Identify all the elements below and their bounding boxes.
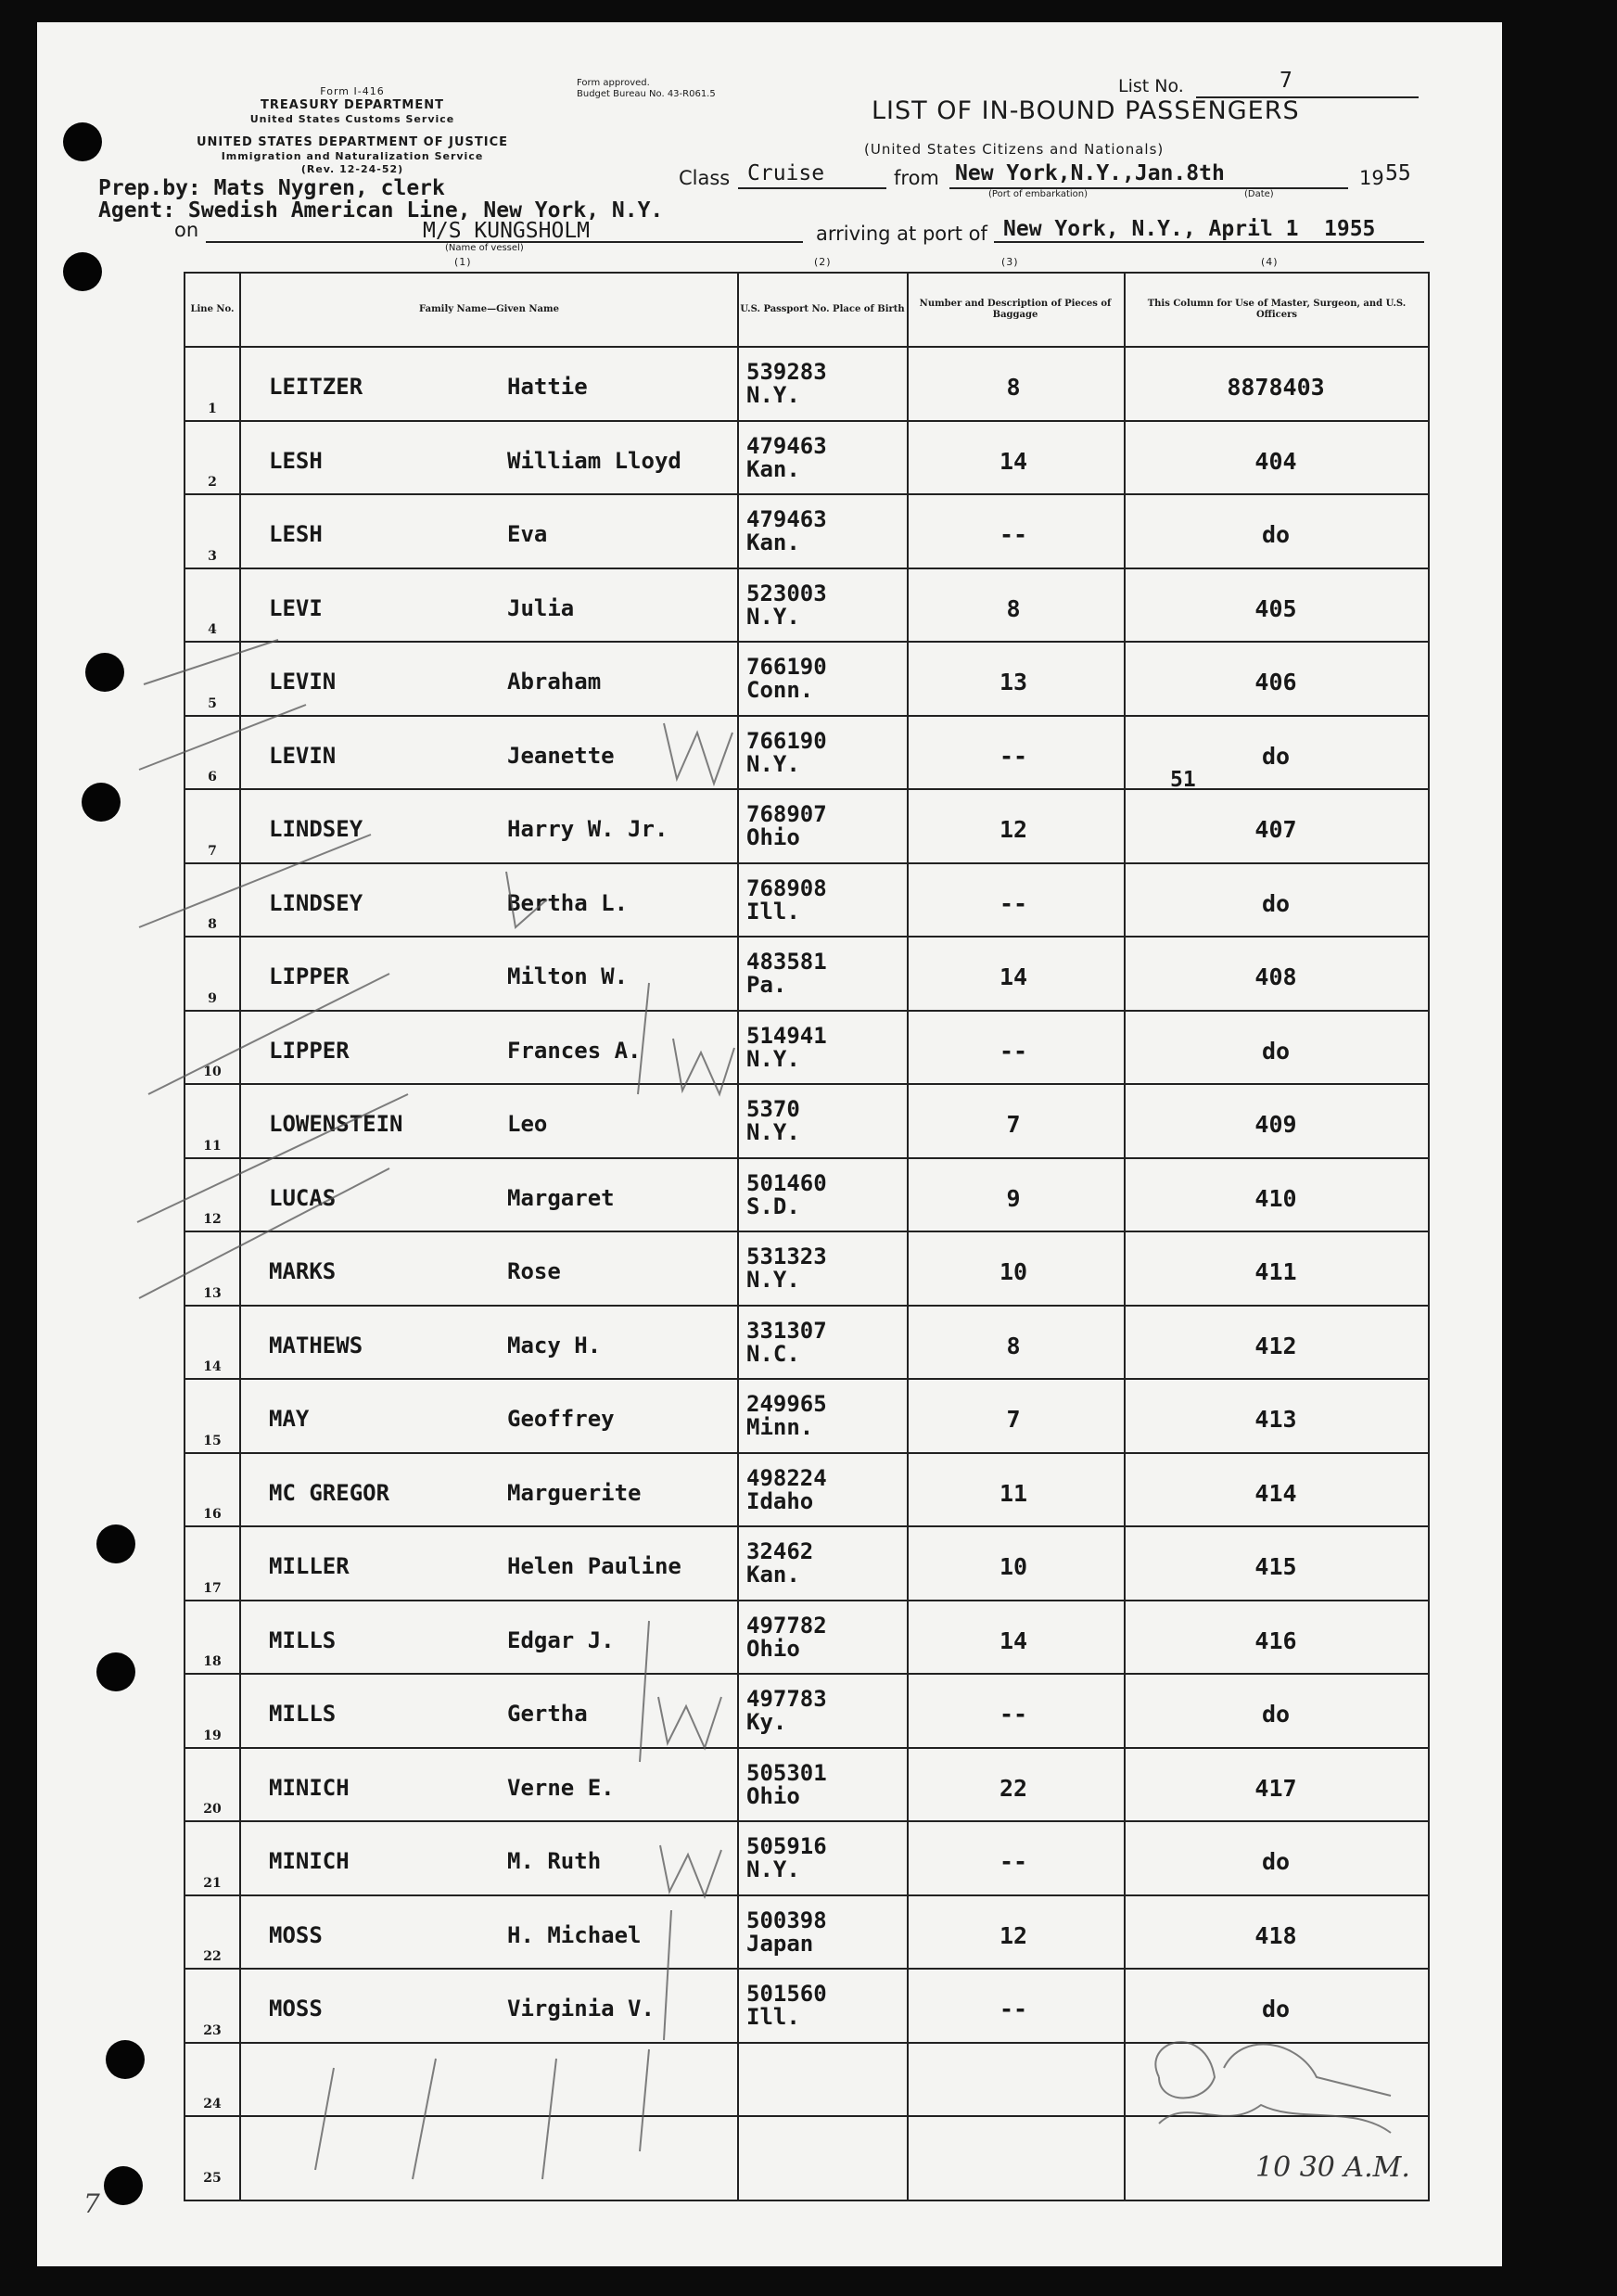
budget-bureau: Budget Bureau No. 43-R061.5 bbox=[577, 89, 716, 99]
family-name: LESH bbox=[269, 447, 323, 474]
initials-mark bbox=[673, 1039, 734, 1094]
family-name: MILLS bbox=[269, 1701, 337, 1727]
baggage-count: 12 bbox=[999, 816, 1028, 843]
given-name: Macy H. bbox=[507, 1332, 602, 1358]
place-of-birth: N.Y. bbox=[746, 603, 800, 630]
baggage-count: 12 bbox=[999, 1921, 1028, 1949]
arriving-label: arriving at port of bbox=[816, 223, 987, 245]
col-num-3: (3) bbox=[1001, 256, 1019, 268]
officer-number: 414 bbox=[1254, 1479, 1297, 1507]
officer-number: 417 bbox=[1254, 1774, 1297, 1802]
officer-number: 408 bbox=[1254, 963, 1297, 990]
passport-number: 768908 bbox=[746, 874, 827, 901]
line-number: 12 bbox=[203, 1212, 222, 1227]
given-name: Frances A. bbox=[507, 1037, 642, 1064]
place-of-birth: N.Y. bbox=[746, 750, 800, 777]
passport-number: 766190 bbox=[746, 727, 827, 754]
officer-number: do bbox=[1261, 889, 1291, 917]
family-name: LIPPER bbox=[269, 963, 350, 989]
initials-mark bbox=[658, 1697, 721, 1748]
given-name: Gertha bbox=[507, 1701, 588, 1727]
line-number: 1 bbox=[208, 401, 217, 416]
family-name: LEVI bbox=[269, 594, 323, 621]
given-name: Rose bbox=[507, 1258, 561, 1284]
baggage-count: 22 bbox=[999, 1774, 1028, 1802]
time-note: 10 30 A.M. bbox=[1255, 2151, 1410, 2184]
pencil-stroke bbox=[413, 2059, 436, 2179]
given-name: Harry W. Jr. bbox=[507, 816, 668, 842]
baggage-count: -- bbox=[999, 1848, 1028, 1875]
baggage-count: 14 bbox=[999, 1626, 1028, 1654]
officer-number: 406 bbox=[1254, 669, 1297, 695]
place-of-birth: N.Y. bbox=[746, 1267, 800, 1293]
vessel-name: M/S KUNGSHOLM bbox=[423, 219, 591, 243]
given-name: Hattie bbox=[507, 374, 588, 400]
officer-number: do bbox=[1261, 1848, 1291, 1875]
pencil-stroke bbox=[137, 1094, 408, 1222]
page-subtitle: (United States Citizens and Nationals) bbox=[864, 141, 1165, 158]
page-title: LIST OF IN-BOUND PASSENGERS bbox=[872, 96, 1300, 125]
family-name: MINICH bbox=[269, 1774, 350, 1801]
family-name: MATHEWS bbox=[269, 1332, 363, 1358]
passport-number: 531323 bbox=[746, 1244, 827, 1269]
count-note: 51 bbox=[1170, 768, 1196, 792]
arriving-year: 1955 bbox=[1324, 217, 1376, 241]
given-name: William Lloyd bbox=[507, 447, 681, 474]
pencil-stroke bbox=[542, 2059, 556, 2179]
place-of-birth: Ill. bbox=[746, 2004, 800, 2030]
family-name: LIPPER bbox=[269, 1037, 350, 1064]
passport-number: 501560 bbox=[746, 1981, 827, 2007]
place-of-birth: S.D. bbox=[746, 1193, 800, 1219]
officer-number: do bbox=[1261, 1701, 1291, 1728]
baggage-count: -- bbox=[999, 742, 1028, 770]
line-number: 16 bbox=[203, 1507, 222, 1522]
pencil-stroke bbox=[139, 1168, 389, 1298]
place-of-birth: N.C. bbox=[746, 1340, 800, 1367]
given-name: Abraham bbox=[507, 669, 602, 695]
passport-number: 479463 bbox=[746, 432, 827, 459]
place-of-birth: Ohio bbox=[746, 824, 800, 850]
prepared-by: Prep.by: Mats Nygren, clerk bbox=[98, 176, 445, 200]
line-number: 13 bbox=[203, 1285, 222, 1301]
given-name: Edgar J. bbox=[507, 1626, 615, 1653]
line-number: 20 bbox=[203, 1802, 222, 1817]
initials-mark bbox=[506, 872, 547, 927]
officer-number: 416 bbox=[1254, 1626, 1297, 1654]
class-value: Cruise bbox=[747, 161, 825, 185]
passport-number: 498224 bbox=[746, 1464, 827, 1491]
baggage-count: -- bbox=[999, 1996, 1028, 2022]
baggage-count: 7 bbox=[1006, 1111, 1021, 1138]
place-of-birth: Kan. bbox=[746, 529, 800, 555]
passport-number: 500398 bbox=[746, 1907, 827, 1933]
family-name: LINDSEY bbox=[269, 889, 363, 916]
line-number: 14 bbox=[203, 1359, 222, 1374]
place-of-birth: Ill. bbox=[746, 898, 800, 925]
initials-mark bbox=[660, 1845, 721, 1896]
place-of-birth: Ohio bbox=[746, 1782, 800, 1809]
signature-mark bbox=[1224, 2045, 1391, 2096]
passport-number: 32462 bbox=[746, 1538, 814, 1564]
officer-number: 413 bbox=[1254, 1406, 1297, 1433]
vessel-caption: (Name of vessel) bbox=[445, 243, 524, 253]
line-number: 18 bbox=[203, 1654, 222, 1669]
passport-number: 479463 bbox=[746, 506, 827, 532]
col-num-1: (1) bbox=[454, 256, 472, 268]
line-number: 7 bbox=[208, 843, 217, 859]
officer-number: 8878403 bbox=[1227, 374, 1325, 401]
list-no-value: 7 bbox=[1280, 69, 1292, 93]
family-name: LUCAS bbox=[269, 1184, 337, 1211]
place-of-birth: Ohio bbox=[746, 1635, 800, 1662]
place-of-birth: N.Y. bbox=[746, 1856, 800, 1882]
given-name: Milton W. bbox=[507, 963, 629, 989]
given-name: Verne E. bbox=[507, 1774, 615, 1801]
header-line-no: Line No. bbox=[190, 304, 235, 314]
pencil-stroke bbox=[638, 983, 649, 1094]
year-value: 55 bbox=[1385, 161, 1411, 185]
pencil-stroke bbox=[315, 2068, 334, 2170]
port-embarkation-caption: (Port of embarkation) bbox=[988, 189, 1089, 199]
passport-number: 766190 bbox=[746, 654, 827, 680]
baggage-count: 11 bbox=[999, 1479, 1028, 1507]
family-name: MOSS bbox=[269, 1996, 323, 2022]
place-of-birth: Conn. bbox=[746, 677, 814, 703]
from-value: New York,N.Y.,Jan.8th bbox=[955, 161, 1225, 185]
form-approved: Form approved. bbox=[577, 78, 650, 88]
agent: Agent: Swedish American Line, New York, N.Y. bbox=[98, 198, 664, 223]
baggage-count: 9 bbox=[1006, 1184, 1021, 1212]
from-label: from bbox=[894, 167, 939, 189]
line-number: 4 bbox=[208, 622, 217, 637]
pencil-stroke bbox=[640, 2049, 649, 2151]
passport-number: 5370 bbox=[746, 1096, 800, 1122]
family-name: MILLER bbox=[269, 1553, 350, 1579]
passport-number: 497782 bbox=[746, 1612, 827, 1639]
family-name: MARKS bbox=[269, 1258, 337, 1284]
given-name: Eva bbox=[507, 521, 548, 547]
corner-mark: 7 bbox=[83, 2188, 100, 2219]
passport-number: 483581 bbox=[746, 949, 827, 975]
baggage-count: 10 bbox=[999, 1553, 1028, 1580]
baggage-count: 10 bbox=[999, 1258, 1028, 1285]
given-name: Marguerite bbox=[507, 1479, 642, 1506]
baggage-count: -- bbox=[999, 1037, 1028, 1065]
given-name: H. Michael bbox=[507, 1921, 642, 1948]
passport-number: 249965 bbox=[746, 1391, 827, 1417]
officer-number: 412 bbox=[1254, 1332, 1297, 1359]
officer-number: 418 bbox=[1254, 1921, 1297, 1949]
family-name: LESH bbox=[269, 521, 323, 547]
line-number: 24 bbox=[203, 2097, 222, 2111]
pencil-stroke bbox=[664, 1910, 671, 2040]
baggage-count: 8 bbox=[1006, 594, 1021, 622]
col-num-2: (2) bbox=[814, 256, 832, 268]
header-baggage: Number and Description of Pieces of Baggage bbox=[919, 299, 1112, 320]
pencil-stroke bbox=[139, 835, 371, 927]
family-name: MC GREGOR bbox=[269, 1479, 390, 1506]
passport-number: 505301 bbox=[746, 1759, 827, 1786]
given-name: Leo bbox=[507, 1111, 548, 1137]
officer-number: do bbox=[1261, 1996, 1291, 2022]
line-number: 5 bbox=[208, 695, 217, 711]
officer-number: 409 bbox=[1254, 1111, 1297, 1138]
line-number: 3 bbox=[208, 548, 217, 564]
passport-number: 331307 bbox=[746, 1317, 827, 1344]
given-name: Virginia V. bbox=[507, 1996, 655, 2022]
officer-number: 415 bbox=[1254, 1553, 1297, 1580]
place-of-birth: Idaho bbox=[746, 1487, 814, 1514]
line-number: 11 bbox=[203, 1138, 222, 1154]
header-passport: U.S. Passport No. Place of Birth bbox=[740, 304, 905, 314]
signature-mark bbox=[1155, 2042, 1215, 2098]
place-of-birth: Kan. bbox=[746, 1562, 800, 1588]
line-number: 19 bbox=[203, 1728, 222, 1743]
officer-number: 407 bbox=[1254, 816, 1297, 843]
header-name: Family Name—Given Name bbox=[419, 304, 559, 314]
officer-number: do bbox=[1261, 521, 1291, 548]
header-officers: This Column for Use of Master, Surgeon, and U.S. Officers bbox=[1147, 299, 1407, 320]
officer-number: 405 bbox=[1254, 594, 1297, 622]
line-number: 10 bbox=[203, 1065, 222, 1079]
justice-dept: UNITED STATES DEPARTMENT OF JUSTICE bbox=[196, 135, 509, 149]
given-name: M. Ruth bbox=[507, 1848, 602, 1874]
passport-number: 523003 bbox=[746, 580, 827, 606]
passport-number: 497783 bbox=[746, 1686, 827, 1712]
baggage-count: 7 bbox=[1006, 1406, 1021, 1433]
given-name: Jeanette bbox=[507, 742, 615, 769]
line-number: 17 bbox=[203, 1580, 222, 1596]
baggage-count: 8 bbox=[1006, 1332, 1021, 1359]
place-of-birth: Pa. bbox=[746, 972, 787, 998]
officer-number: 404 bbox=[1254, 447, 1297, 475]
place-of-birth: Japan bbox=[746, 1930, 814, 1957]
initials-mark bbox=[664, 723, 732, 784]
line-number: 23 bbox=[203, 2022, 222, 2038]
treasury-dept: TREASURY DEPARTMENT bbox=[261, 98, 444, 112]
family-name: LEVIN bbox=[269, 742, 337, 769]
passport-number: 768907 bbox=[746, 801, 827, 827]
given-name: Geoffrey bbox=[507, 1406, 615, 1432]
baggage-count: -- bbox=[999, 521, 1028, 548]
on-label: on bbox=[174, 219, 199, 241]
baggage-count: 14 bbox=[999, 447, 1028, 475]
baggage-count: -- bbox=[999, 1701, 1028, 1728]
col-num-4: (4) bbox=[1261, 256, 1279, 268]
place-of-birth: N.Y. bbox=[746, 1045, 800, 1072]
signature-mark bbox=[1159, 2105, 1391, 2133]
given-name: Bertha L. bbox=[507, 889, 629, 916]
given-name: Helen Pauline bbox=[507, 1553, 681, 1579]
family-name: LINDSEY bbox=[269, 816, 363, 842]
line-number: 9 bbox=[208, 990, 217, 1006]
pencil-stroke bbox=[148, 974, 389, 1094]
place-of-birth: Kan. bbox=[746, 455, 800, 482]
pencil-stroke bbox=[640, 1621, 649, 1762]
line-number: 25 bbox=[203, 2170, 222, 2186]
line-number: 2 bbox=[208, 475, 217, 490]
arriving-port: New York, N.Y., April 1 bbox=[1003, 217, 1299, 241]
family-name: LEVIN bbox=[269, 669, 337, 695]
place-of-birth: N.Y. bbox=[746, 382, 800, 408]
place-of-birth: N.Y. bbox=[746, 1119, 800, 1145]
customs-service: United States Customs Service bbox=[249, 113, 455, 125]
place-of-birth: Ky. bbox=[746, 1709, 787, 1735]
place-of-birth: Minn. bbox=[746, 1414, 814, 1440]
line-number: 22 bbox=[203, 1949, 222, 1964]
pencil-stroke bbox=[144, 640, 278, 684]
officer-number: do bbox=[1261, 1037, 1291, 1065]
family-name: LEITZER bbox=[269, 374, 363, 400]
officer-number: do bbox=[1261, 742, 1291, 770]
baggage-count: 8 bbox=[1006, 374, 1021, 401]
class-label: Class bbox=[679, 167, 731, 189]
baggage-count: 13 bbox=[999, 669, 1028, 695]
line-number: 15 bbox=[203, 1433, 222, 1448]
passport-number: 505916 bbox=[746, 1833, 827, 1859]
revision: (Rev. 12-24-52) bbox=[300, 163, 404, 175]
family-name: LOWENSTEIN bbox=[269, 1111, 403, 1137]
given-name: Margaret bbox=[507, 1184, 615, 1211]
line-number: 21 bbox=[203, 1875, 222, 1891]
list-no-label: List No. bbox=[1118, 76, 1184, 96]
line-number: 8 bbox=[208, 917, 217, 932]
officer-number: 411 bbox=[1254, 1258, 1297, 1285]
line-number: 6 bbox=[208, 770, 217, 784]
baggage-count: 14 bbox=[999, 963, 1028, 990]
form-number: Form I-416 bbox=[320, 85, 385, 97]
year-prefix: 19 bbox=[1359, 167, 1384, 189]
family-name: MILLS bbox=[269, 1626, 337, 1653]
baggage-count: -- bbox=[999, 889, 1028, 917]
passport-number: 539283 bbox=[746, 359, 827, 385]
officer-number: 410 bbox=[1254, 1184, 1297, 1212]
given-name: Julia bbox=[507, 594, 575, 621]
family-name: MAY bbox=[269, 1406, 310, 1432]
ins-service: Immigration and Naturalization Service bbox=[221, 150, 484, 162]
passport-number: 514941 bbox=[746, 1022, 827, 1049]
family-name: MOSS bbox=[269, 1921, 323, 1948]
passport-number: 501460 bbox=[746, 1169, 827, 1196]
pencil-stroke bbox=[139, 705, 306, 770]
date-caption: (Date) bbox=[1244, 189, 1274, 199]
family-name: MINICH bbox=[269, 1848, 350, 1874]
